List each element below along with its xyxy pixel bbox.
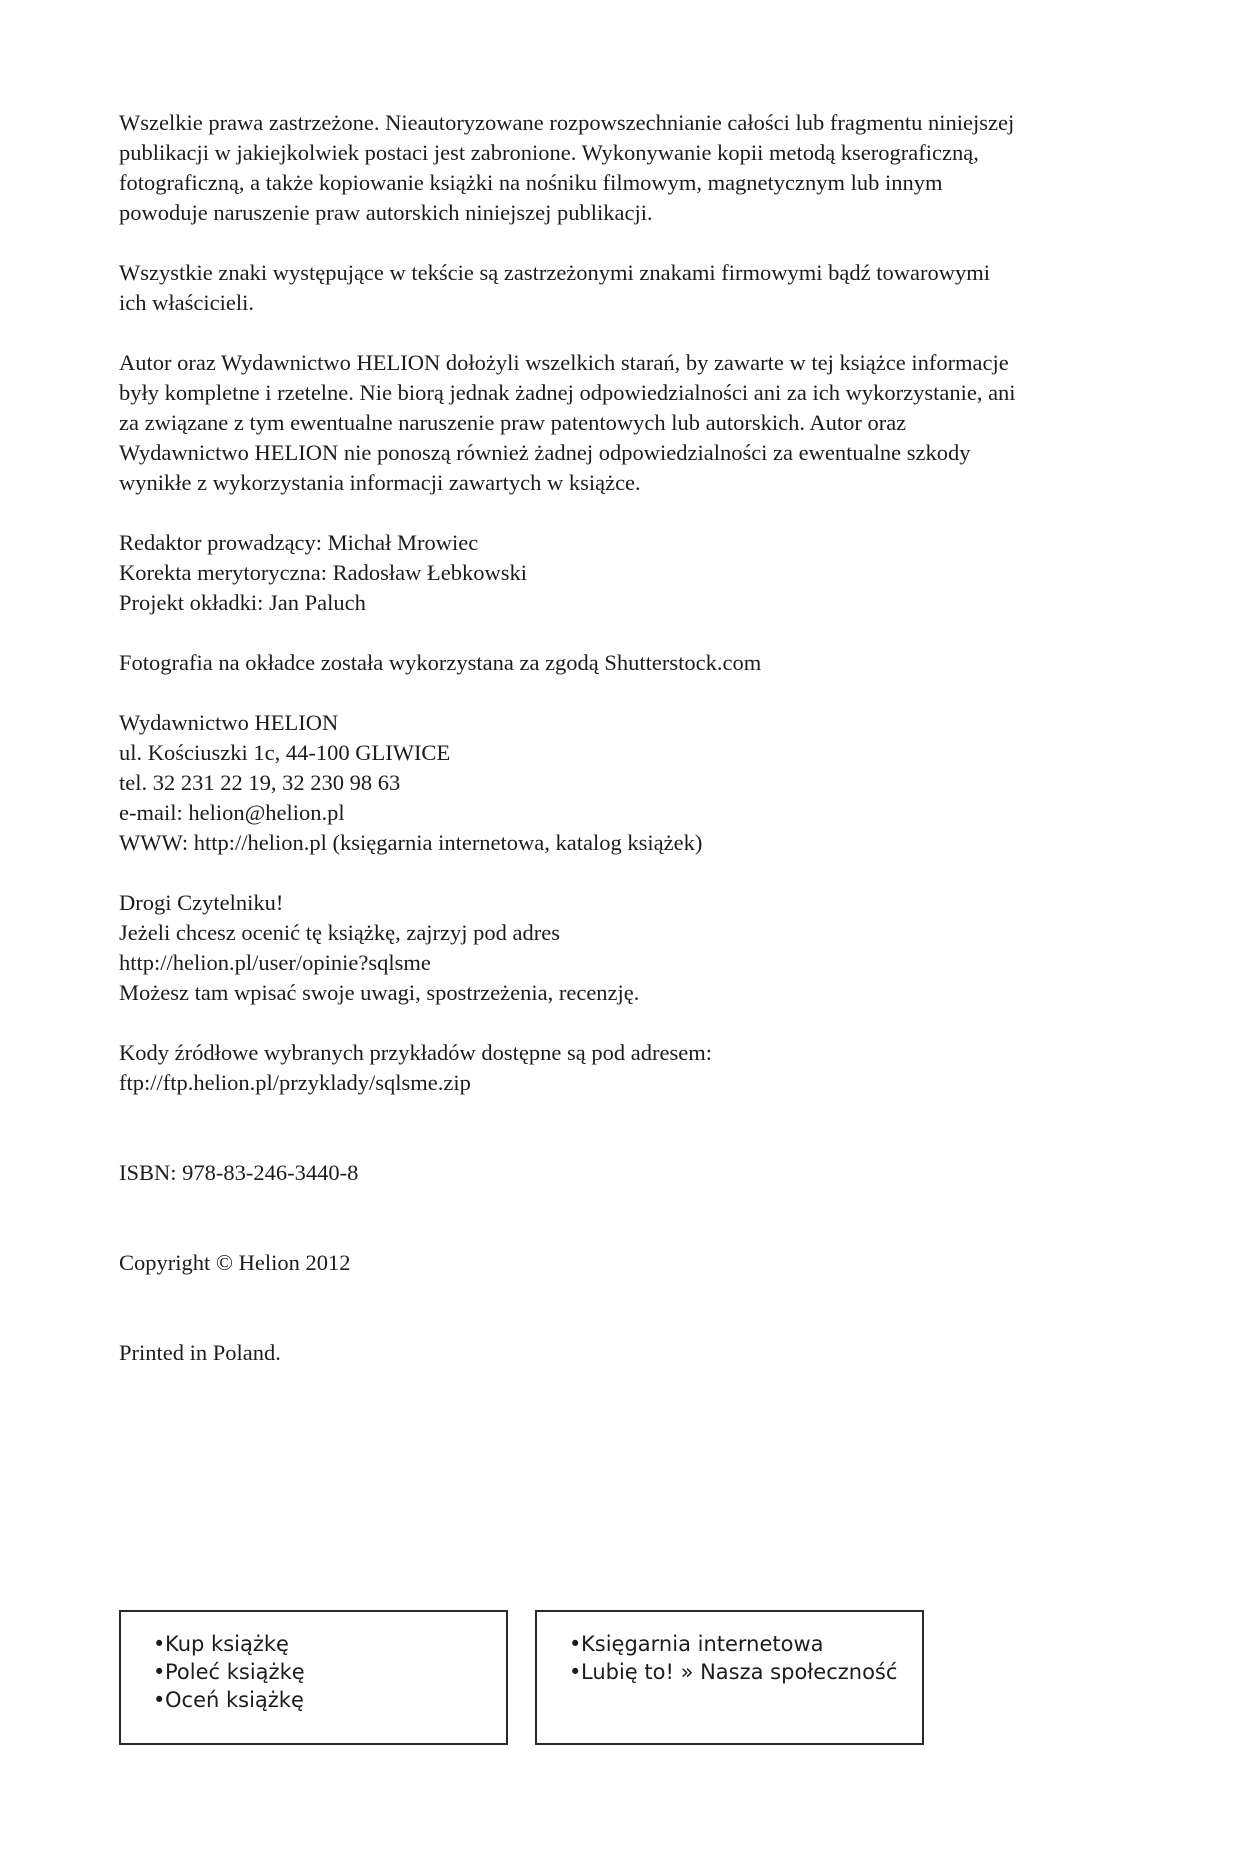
text-line: za związane z tym ewentualne naruszenie praw patentowych lub autorskich. Autor oraz (119, 410, 907, 435)
community-box (535, 1610, 924, 1745)
printed-line: Printed in Poland. (119, 1340, 281, 1365)
reviewer-credit: Korekta merytoryczna: Radosław Łebkowski (119, 560, 527, 585)
rate-book-link[interactable] (153, 1686, 506, 1714)
buy-book-label: Kup książkę (165, 1632, 289, 1656)
trademarks-paragraph (119, 258, 1159, 318)
text-line: Jeżeli chcesz ocenić tę książkę, zajrzyj pod adres (119, 920, 561, 945)
bullet-icon: • (153, 1660, 166, 1684)
text-line: fotograficzną, a także kopiowanie książki na nośniku filmowym, magnetycznym lub innym (119, 170, 943, 195)
text-line: publikacji w jakiejkolwiek postaci jest zabronione. Wykonywanie kopii metodą kserograficzną, (119, 140, 979, 165)
publisher-website: WWW: http://helion.pl (księgarnia internetowa, katalog książek) (119, 830, 703, 855)
text-line: powoduje naruszenie praw autorskich niniejszej publikacji. (119, 200, 653, 225)
link-boxes (119, 1610, 931, 1750)
text-line: były kompletne i rzetelne. Nie biorą jednak żadnej odpowiedzialności ani za ich wykorzystanie, ani (119, 380, 1016, 405)
review-url: http://helion.pl/user/opinie?sqlsme (119, 950, 431, 975)
imprint-text (119, 108, 1159, 1368)
reader-note (119, 888, 1159, 1008)
online-bookstore-link[interactable] (569, 1630, 922, 1658)
reader-greeting: Drogi Czytelniku! (119, 890, 284, 915)
copyright (119, 1248, 1159, 1278)
text-line: Autor oraz Wydawnictwo HELION dołożyli wszelkich starań, by zawarte w tej książce informacje (119, 350, 1009, 375)
buy-book-link[interactable] (153, 1630, 506, 1658)
disclaimer-paragraph (119, 348, 1159, 498)
recommend-book-label: Poleć książkę (165, 1660, 305, 1684)
photo-credit (119, 648, 1159, 678)
rights-paragraph (119, 108, 1159, 228)
isbn (119, 1158, 1159, 1188)
source-code-url: ftp://ftp.helion.pl/przyklady/sqlsme.zip (119, 1070, 471, 1095)
community-label: Lubię to! » Nasza społeczność (581, 1660, 898, 1684)
text-line: Kody źródłowe wybranych przykładów dostępne są pod adresem: (119, 1040, 712, 1065)
printed-in (119, 1338, 1159, 1368)
rate-book-label: Oceń książkę (165, 1688, 304, 1712)
publisher-name: Wydawnictwo HELION (119, 710, 339, 735)
publisher-address (119, 708, 1159, 858)
text-line: Możesz tam wpisać swoje uwagi, spostrzeżenia, recenzję. (119, 980, 640, 1005)
bullet-icon: • (153, 1632, 166, 1656)
book-actions-box (119, 1610, 508, 1745)
text-line: Fotografia na okładce została wykorzystana za zgodą Shutterstock.com (119, 650, 762, 675)
bullet-icon: • (153, 1688, 166, 1712)
text-line: ich właścicieli. (119, 290, 254, 315)
credits (119, 528, 1159, 618)
publisher-email: e-mail: helion@helion.pl (119, 800, 345, 825)
source-code-note (119, 1038, 1159, 1098)
text-line: Wszelkie prawa zastrzeżone. Nieautoryzowane rozpowszechnianie całości lub fragmentu niniejszej (119, 110, 1015, 135)
copyright-line: Copyright © Helion 2012 (119, 1250, 351, 1275)
text-line: Wszystkie znaki występujące w tekście są zastrzeżonymi znakami firmowymi bądź towarowymi (119, 260, 990, 285)
community-link[interactable] (569, 1658, 922, 1686)
bullet-icon: • (569, 1632, 582, 1656)
bullet-icon: • (569, 1660, 582, 1684)
online-bookstore-label: Księgarnia internetowa (581, 1632, 824, 1656)
text-line: wynikłe z wykorzystania informacji zawartych w książce. (119, 470, 641, 495)
isbn-line: ISBN: 978-83-246-3440-8 (119, 1160, 359, 1185)
cover-design-credit: Projekt okładki: Jan Paluch (119, 590, 366, 615)
editor-credit: Redaktor prowadzący: Michał Mrowiec (119, 530, 479, 555)
recommend-book-link[interactable] (153, 1658, 506, 1686)
text-line: Wydawnictwo HELION nie ponoszą również żadnej odpowiedzialności za ewentualne szkody (119, 440, 971, 465)
publisher-street: ul. Kościuszki 1c, 44-100 GLIWICE (119, 740, 451, 765)
publisher-phone: tel. 32 231 22 19, 32 230 98 63 (119, 770, 401, 795)
